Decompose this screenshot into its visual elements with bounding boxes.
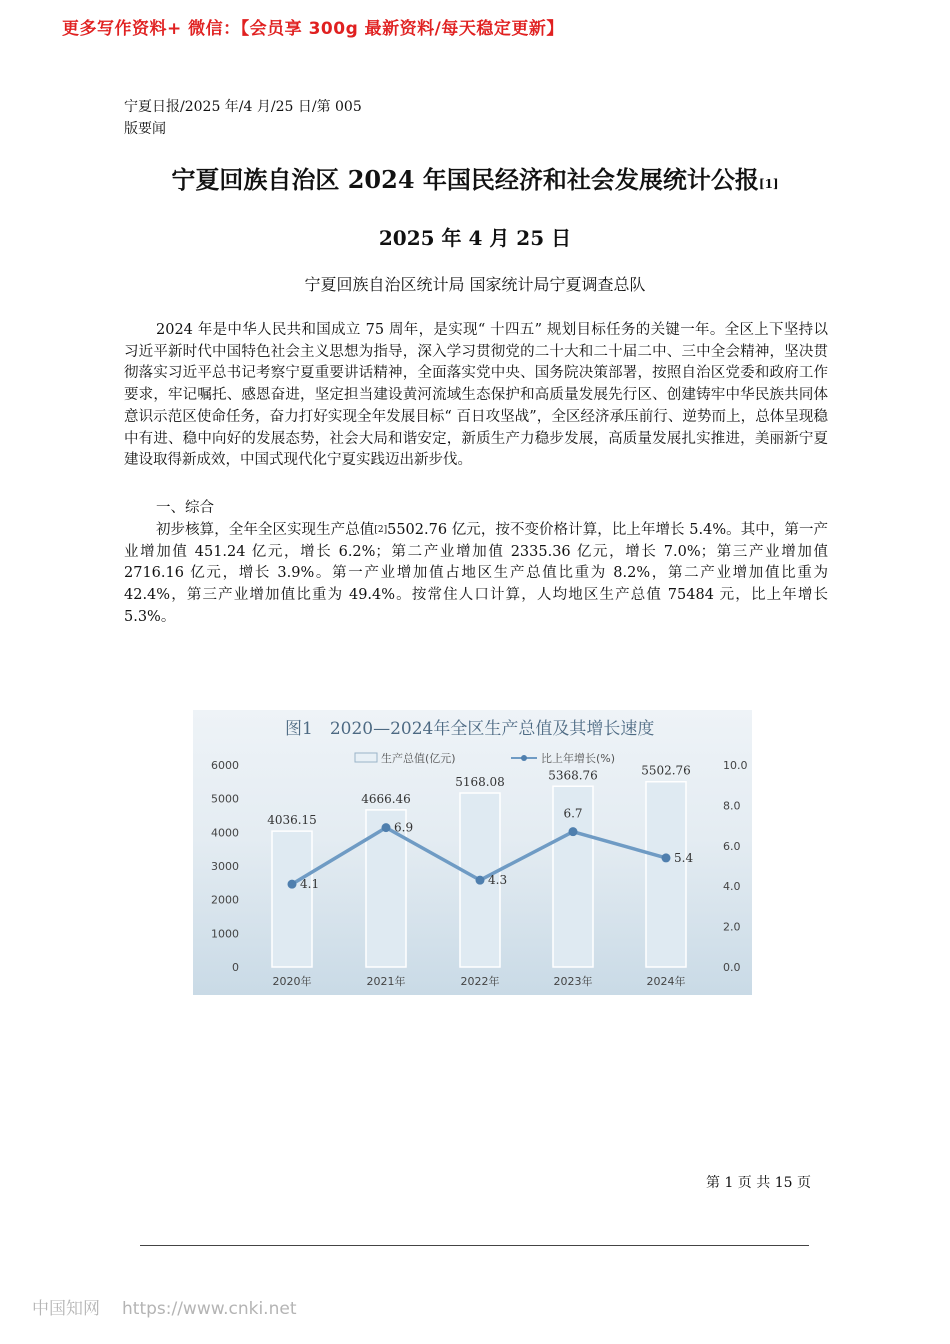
left-tick-label: 3000 <box>211 860 239 873</box>
right-tick-label: 8.0 <box>723 799 741 813</box>
x-tick-label: 2022年 <box>460 975 500 988</box>
section1-text-a: 初步核算，全年全区实现生产总值 <box>156 522 375 538</box>
growth-point <box>288 880 297 889</box>
legend-bar-swatch <box>355 753 377 762</box>
growth-value-label: 6.9 <box>394 820 414 835</box>
authors: 宁夏回族自治区统计局 国家统计局宁夏调查总队 <box>304 275 646 294</box>
publish-date: 2025 年 4 月 25 日 <box>378 226 572 250</box>
x-tick-label: 2021年 <box>366 975 406 988</box>
left-tick-label: 5000 <box>211 792 239 806</box>
left-tick-label: 2000 <box>211 893 239 907</box>
x-tick-label: 2023年 <box>553 975 593 988</box>
right-tick-label: 10.0 <box>723 759 748 772</box>
x-tick-label: 2024年 <box>646 975 686 988</box>
growth-value-label: 4.1 <box>300 877 320 892</box>
growth-value-label: 4.3 <box>488 873 508 888</box>
left-tick-label: 0 <box>232 961 239 974</box>
growth-value-label: 6.7 <box>563 806 583 821</box>
growth-point <box>382 823 391 832</box>
left-tick-label: 6000 <box>211 759 239 772</box>
left-axis <box>211 759 239 974</box>
source-line-2: 版要闻 <box>124 121 166 137</box>
bar-value-label: 4666.46 <box>361 791 411 806</box>
bar-value-label: 5502.76 <box>641 763 691 778</box>
right-axis <box>723 759 748 974</box>
bar-value-label: 5168.08 <box>455 775 505 790</box>
chart-title: 图1 2020—2024年全区生产总值及其增长速度 <box>285 719 655 739</box>
right-tick-label: 6.0 <box>723 839 741 853</box>
growth-point <box>569 827 578 836</box>
watermark-site: 中国知网 <box>32 1299 100 1319</box>
bar-series <box>267 763 694 967</box>
growth-point <box>662 853 671 862</box>
growth-point <box>476 876 485 885</box>
title-footnote-link[interactable]: [1] <box>758 177 779 191</box>
footnote-link-2[interactable]: [2] <box>374 525 388 535</box>
right-tick-label: 0.0 <box>723 961 741 974</box>
chart-canvas <box>193 710 752 995</box>
watermark <box>32 1294 296 1319</box>
growth-value-label: 5.4 <box>674 850 694 865</box>
footer-divider <box>140 1245 809 1246</box>
right-tick-label: 4.0 <box>723 880 741 894</box>
x-tick-label: 2020年 <box>272 975 312 988</box>
x-axis <box>273 974 686 988</box>
promo-banner: 更多写作资料+ 微信：【会员享 300g 最新资料/每天稳定更新】 <box>62 19 564 39</box>
intro-paragraph: 2024 年是中华人民共和国成立 75 周年，是实现“ 十四五” 规划目标任务的关键一年。全区上下坚持以习近平新时代中国特色社会主义思想为指导，深入学习贯彻党的二十大和二十届二中、三中全会精神，坚决贯彻落实习近平总书记考察宁夏重要讲话精神，全面落实党中央、国务院决策部署，按照自治区党委和政府工作要求，牢记嘱托、感恩奋进，坚定担当建设黄河流域生态保护和高质量发展先行区、创建铸牢中华民族共同体意识示范区使命任务，奋力打好实现全年发展目标“ 百日攻坚战”，全区经济承压前行、逆势而上，总体呈现稳中有进、稳中向好的发展态势，社会大局和谐安定，新质生产力稳步发展，高质量发展扎实推进，美丽新宁夏建设取得新成效，中国式现代化宁夏实践迈出新步伐。 <box>124 322 828 469</box>
right-tick-label: 2.0 <box>723 920 741 934</box>
section1-text-b: 5502.76 亿元，按不变价格计算，比上年增长 5.4%。其中，第一产业增加值 451.24 亿元，增长 6.2%；第二产业增加值 2335.36 亿元，增长 7.0%；第三产业增加值 2716.16 亿元，增长 3.9%。第一产业增加值占地区生产总值比重为 8.2%，第二产业增加值比重为 42.4%，第三产业增加值比重为 49.4%。按常住人口计算，人均地区生产总值 75484 元，比上年增长 5.3%。 <box>124 522 829 625</box>
legend-line-marker <box>521 755 527 761</box>
gdp-chart <box>193 710 752 995</box>
bar-value-label: 4036.15 <box>267 813 317 828</box>
title-text: 宁夏回族自治区 2024 年国民经济和社会发展统计公报 <box>171 165 759 194</box>
source-line-1: 宁夏日报/2025 年/4 月/25 日/第 005 <box>124 99 362 115</box>
section1-paragraph <box>124 520 828 629</box>
left-tick-label: 1000 <box>211 927 239 941</box>
bar <box>272 831 312 967</box>
page-number: 第 1 页 共 15 页 <box>706 1175 811 1191</box>
legend-line-label: 比上年增长(%) <box>541 752 616 765</box>
bar <box>646 782 686 967</box>
left-tick-label: 4000 <box>211 826 239 840</box>
page-title <box>0 160 950 195</box>
bar-value-label: 5368.76 <box>548 768 598 783</box>
section-heading: 一、综合 <box>156 500 214 516</box>
watermark-url[interactable]: https://www.cnki.net <box>122 1299 297 1319</box>
legend-bar-label: 生产总值(亿元) <box>381 752 456 765</box>
